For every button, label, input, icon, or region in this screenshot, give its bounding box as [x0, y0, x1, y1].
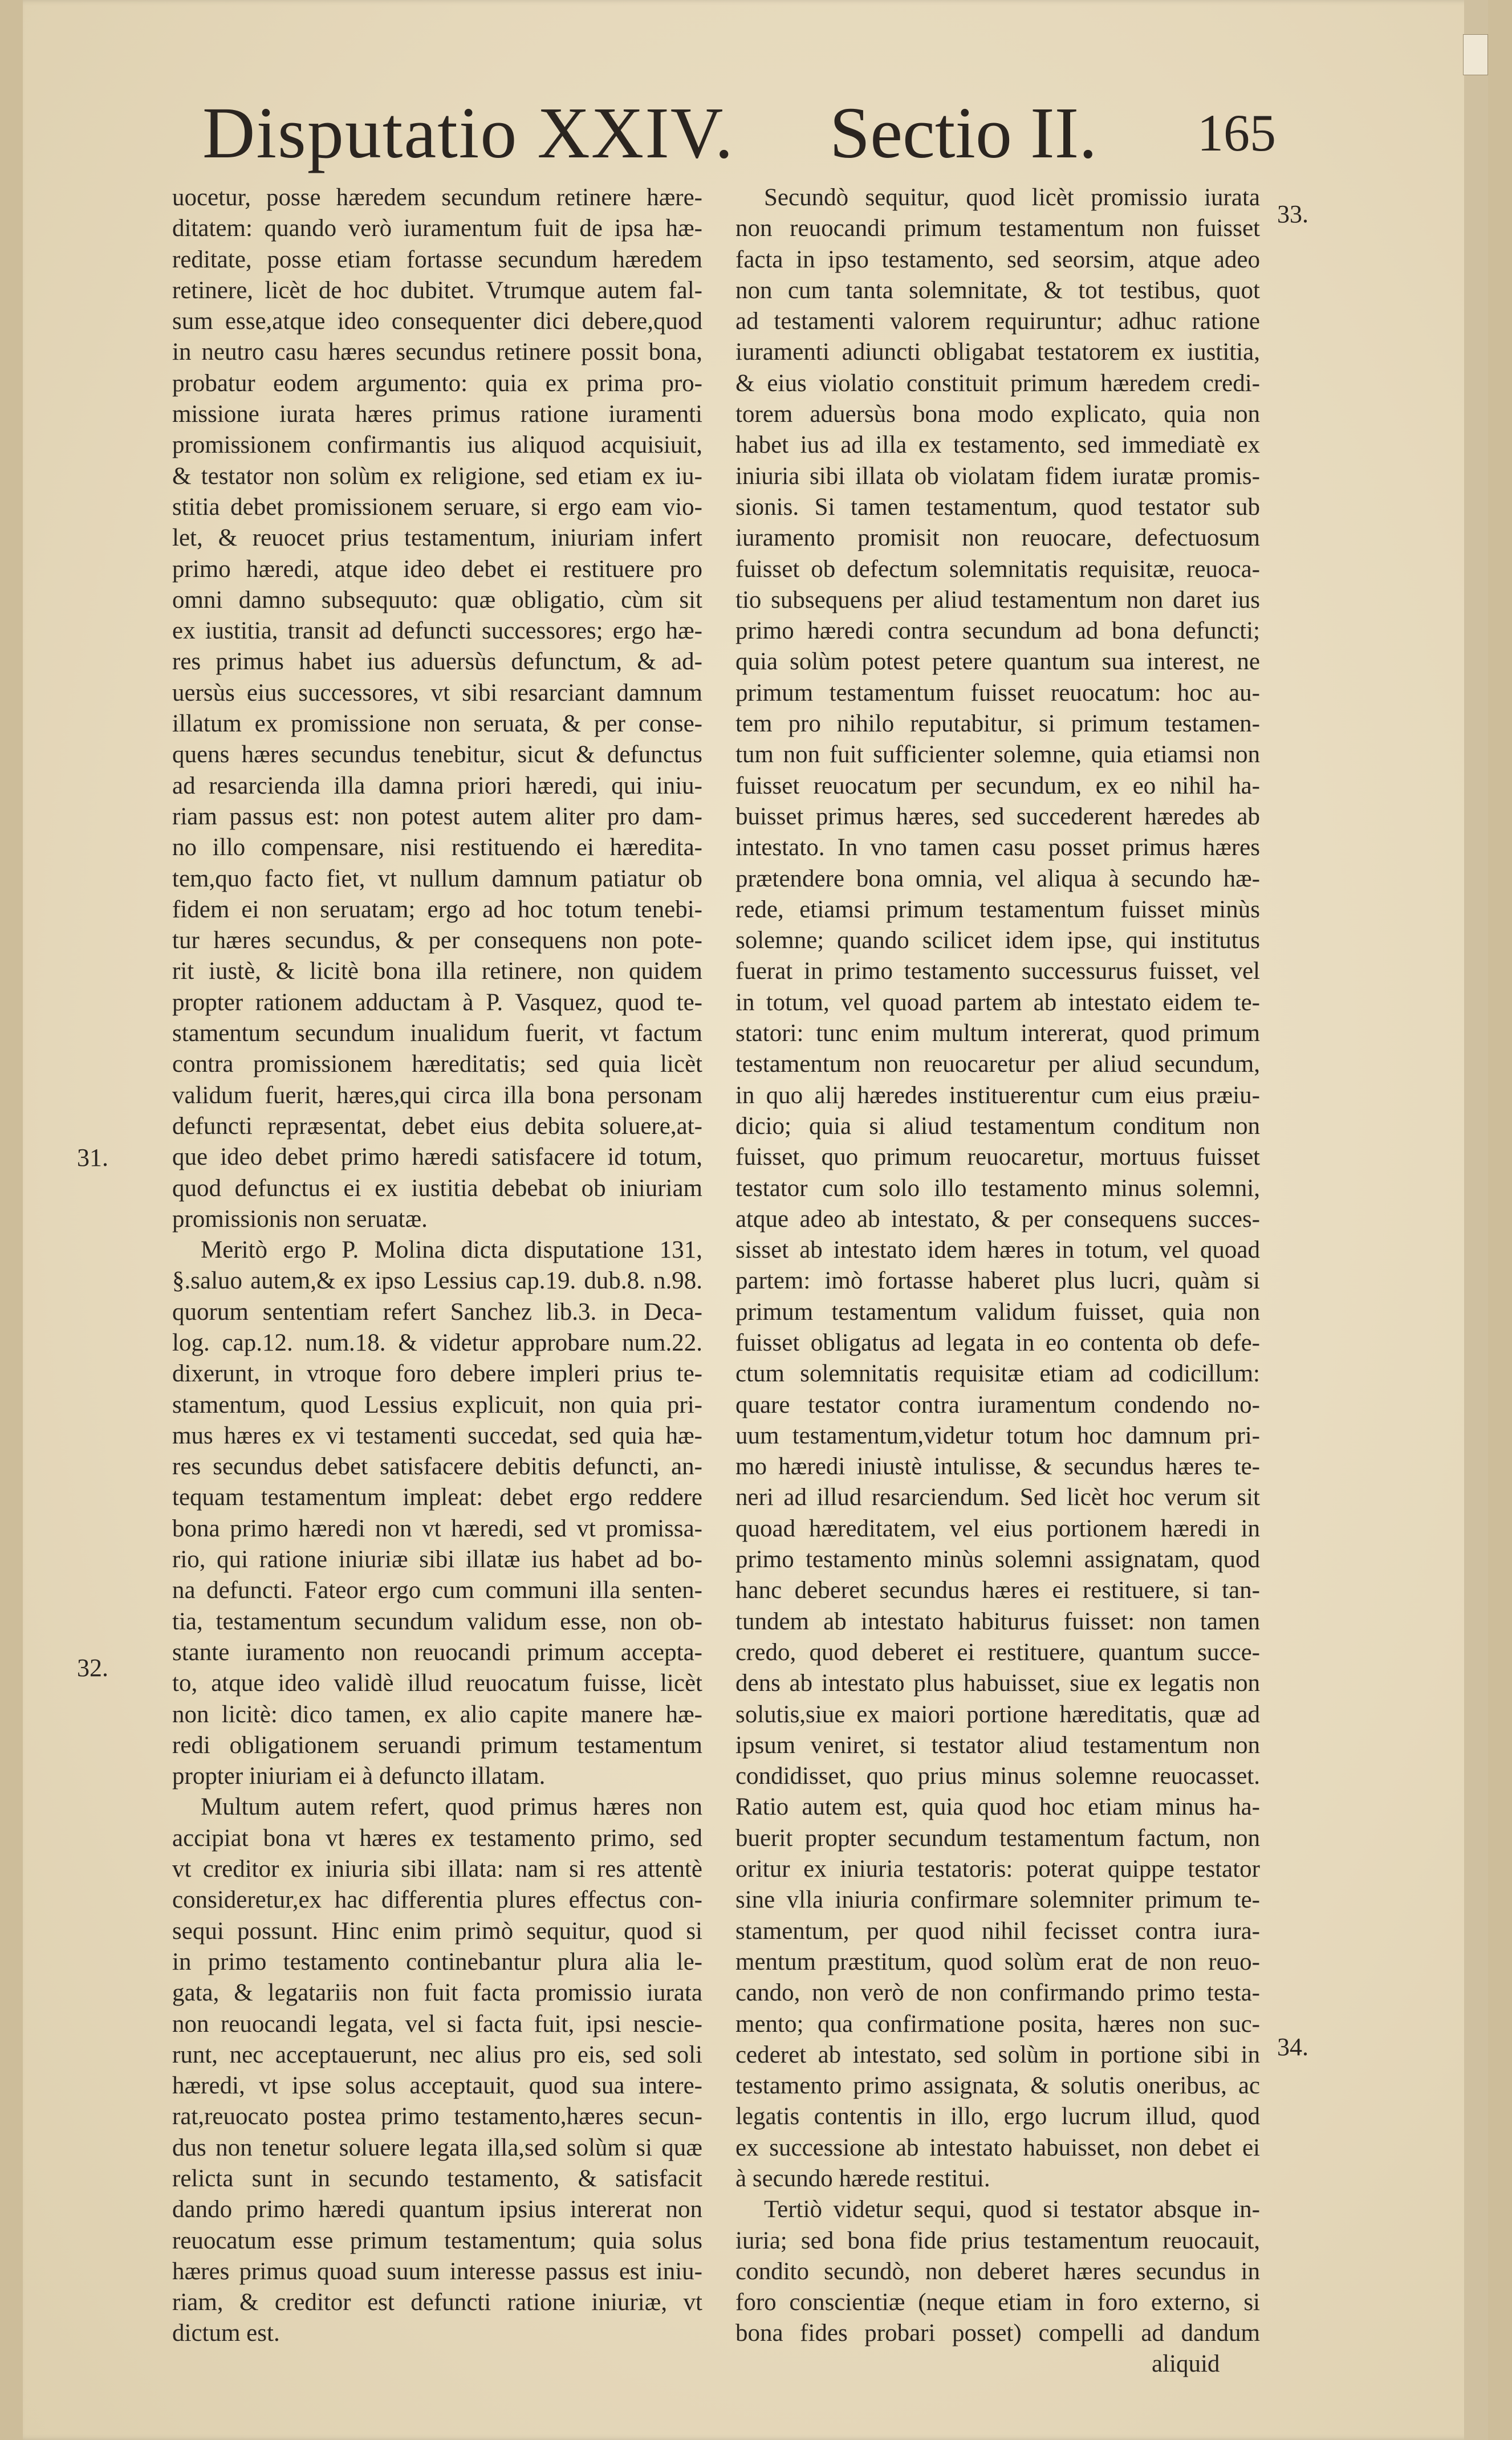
text-line: Tertiò videtur sequi, quod si testator absque in- [764, 2196, 1260, 2223]
text-line: stamentum, quod Lessius explicuit, non quia pri- [172, 1391, 702, 1418]
text-line: Multum autem refert, quod primus hæres non [201, 1794, 702, 1821]
margin-number-32: 32. [77, 1654, 108, 1682]
text-line: §.saluo autem,& ex ipso Lessius cap.19. dub.8. n.98. [172, 1267, 702, 1295]
text-line: mo hæredi iniustè intulisse, & secundus hæres te- [735, 1453, 1260, 1481]
text-line: relicta sunt in secundo testamento, & satisfacit [172, 2165, 702, 2192]
text-line: tum non fuit sufficienter solemne, quia etiamsi non [735, 741, 1260, 768]
text-line: condito secundò, non deberet hæres secundus in [735, 2258, 1260, 2285]
text-line: sisset ab intestato idem hæres in totum, vel quoad [735, 1237, 1260, 1264]
text-line: sine vlla iniuria confirmare solemniter primum te- [735, 1886, 1260, 1914]
catchword: aliquid [1152, 2350, 1220, 2377]
text-line: non licitè: dico tamen, ex alio capite manere hæ- [172, 1701, 702, 1728]
text-line: quare testator contra iuramentum condendo no- [735, 1391, 1260, 1418]
text-line: tia, testamentum secundum validum esse, non ob- [172, 1608, 702, 1635]
text-line: dicio; quia si aliud testamentum conditum non [735, 1112, 1260, 1140]
text-line: bona primo hæredi non vt hæredi, sed vt promissa- [172, 1515, 702, 1542]
text-line: res primus habet ius aduersùs defunctum, & ad- [172, 648, 702, 676]
text-line: mus hæres ex vi testamenti succedat, sed quia hæ- [172, 1422, 702, 1449]
text-line: quens hæres secundus tenebitur, sicut & defunctus [172, 741, 702, 768]
text-line: rede, etiamsi primum testamentum fuisset minùs [735, 896, 1260, 923]
text-line: legatis contentis in illo, ergo lucrum illud, quod [735, 2103, 1260, 2130]
text-line: buerit propter secundum testamentum factum, non [735, 1824, 1260, 1852]
text-line: iuramento promisit non reuocare, defectuosum [735, 524, 1260, 552]
page-edge [1464, 0, 1488, 2440]
text-line: vt creditor ex iniuria sibi illata: nam si res attentè [172, 1856, 702, 1883]
text-line: propter rationem adductam à P. Vasquez, quod te- [172, 989, 702, 1016]
text-line: in primo testamento continebantur plura alia le- [172, 1948, 702, 1975]
text-line: reditate, posse etiam fortasse secundum hæredem [172, 246, 702, 273]
text-line: dus non tenetur soluere legata illa,sed solùm si quæ [172, 2134, 702, 2161]
text-line: log. cap.12. num.18. & videtur approbare num.22. [172, 1329, 702, 1356]
text-line: solemne; quando scilicet idem ipse, qui institutus [735, 927, 1260, 954]
text-line: dictum est. [172, 2320, 280, 2347]
page-number: 165 [1197, 104, 1276, 162]
text-line: ctum solemnitatis requisitæ etiam ad codicillum: [735, 1360, 1260, 1388]
text-line: gata, & legatariis non fuit facta promissio iurata [172, 1979, 702, 2007]
text-line: missione iurata hæres primus ratione iuramenti [172, 401, 702, 428]
text-line: mento; qua confirmatione posita, hæres non suc- [735, 2010, 1260, 2038]
text-line: non reuocandi primum testamentum non fuisset [735, 215, 1260, 242]
text-line: quia solùm potest petere quantum sua interest, ne [735, 648, 1260, 676]
text-line: stamentum secundum inualidum fuerit, vt factum [172, 1020, 702, 1047]
text-line: riam, & creditor est defuncti ratione iniuriæ, vt [172, 2289, 702, 2316]
text-line: redi obligationem seruandi primum testamentum [172, 1731, 702, 1759]
text-line: rio, qui ratione iniuriæ sibi illatæ ius habet ad bo- [172, 1546, 702, 1573]
text-line: retinere, licèt de hoc dubitet. Vtrumque autem fal- [172, 276, 702, 304]
text-line: in quo alij hæredes instituerentur cum eius præiu- [735, 1081, 1260, 1109]
text-line: Secundò sequitur, quod licèt promissio iurata [764, 184, 1260, 211]
text-line: torem aduersùs bona modo explicato, quia non [735, 401, 1260, 428]
page-marker [1463, 34, 1488, 75]
text-line: solutis,siue ex maiori portione hæreditatis, quæ ad [735, 1701, 1260, 1728]
text-line: foro conscientiæ (neque etiam in foro externo, si [735, 2289, 1260, 2316]
text-line: stamentum, per quod nihil fecisset contra iura- [735, 1917, 1260, 1945]
text-line: promissionem confirmantis ius aliquod acquisiuit, [172, 432, 702, 459]
text-line: fuisset, quo primum reuocaretur, mortuus fuisset [735, 1144, 1260, 1171]
text-line: dens ab intestato plus habuisset, siue ex legatis non [735, 1670, 1260, 1697]
text-line: fuerat in primo testamento successurus fuisset, vel [735, 958, 1260, 985]
text-line: to, atque ideo validè illud reuocatum fuisse, licèt [172, 1670, 702, 1697]
text-line: Meritò ergo P. Molina dicta disputatione 131, [201, 1237, 702, 1264]
text-line: probatur eodem argumento: quia ex prima pro- [172, 369, 702, 397]
text-line: in totum, vel quoad partem ab intestato eidem te- [735, 989, 1260, 1016]
margin-number-34: 34. [1277, 2033, 1308, 2061]
text-line: oritur ex iniuria testatoris: poterat quippe testator [735, 1856, 1260, 1883]
text-line: quod defunctus ei ex iustitia debebat ob iniuriam [172, 1174, 702, 1202]
running-header [182, 86, 1323, 177]
text-line: bona fides probari posset) compelli ad dandum [735, 2320, 1260, 2347]
text-line: dando primo hæredi quantum ipsius intererat non [172, 2196, 702, 2223]
text-line: quoad hæreditatem, vel eius portionem hæredi in [735, 1515, 1260, 1542]
text-line: & eius violatio constituit primum hæredem credi- [735, 369, 1260, 397]
text-line: tundem ab intestato habiturus fuisset: non tamen [735, 1608, 1260, 1635]
text-line: primum testamentum validum fuisset, quia non [735, 1298, 1260, 1325]
text-line: facta in ipso testamento, sed seorsim, atque adeo [735, 246, 1260, 273]
text-line: mentum præstitum, quod solùm erat de non reuo- [735, 1948, 1260, 1975]
text-line: riam passus est: non potest autem aliter pro dam- [172, 803, 702, 830]
text-line: credo, quod deberet ei restituere, quantum succe- [735, 1638, 1260, 1666]
text-line: à secundo hærede restitui. [735, 2165, 990, 2192]
text-line: non reuocandi legata, vel si facta fuit, ipsi nescie- [172, 2010, 702, 2038]
text-line: sequi possunt. Hinc enim primò sequitur, quod si [172, 1917, 702, 1945]
text-line: omni damno subsequuto: quæ obligatio, cùm sit [172, 586, 702, 613]
text-line: fuisset obligatus ad legata in eo contenta ob defe- [735, 1329, 1260, 1356]
book-page [23, 0, 1488, 2440]
text-line: res secundus debet satisfacere debitis defuncti, an- [172, 1453, 702, 1481]
text-line: tequam testamentum impleat: debet ergo reddere [172, 1484, 702, 1511]
text-line: hæres primus quoad suum interesse passus est iniu- [172, 2258, 702, 2285]
text-line: accipiat bona vt hæres ex testamento primo, sed [172, 1824, 702, 1852]
text-line: partem: imò fortasse haberet plus lucri, quàm si [735, 1267, 1260, 1295]
text-line: tem,quo facto fiet, vt nullum damnum patiatur ob [172, 865, 702, 892]
text-line: validum fuerit, hæres,qui circa illa bona personam [172, 1081, 702, 1109]
text-line: uocetur, posse hæredem secundum retinere hære- [172, 184, 702, 211]
text-line: propter iniuriam ei à defuncto illatam. [172, 1763, 546, 1790]
text-line: Ratio autem est, quia quod hoc etiam minus ha- [735, 1794, 1260, 1821]
text-line: fuisset ob defectum solemnitatis requisitæ, reuoca- [735, 555, 1260, 583]
text-line: ipsum veniret, si testator aliud testamentum non [735, 1731, 1260, 1759]
text-line: cando, non verò de non confirmando primo testa- [735, 1979, 1260, 2007]
left-column [172, 182, 702, 2349]
text-line: tur hæres secundus, & per consequens non pote- [172, 927, 702, 954]
text-line: dixerunt, in vtroque foro debere impleri prius te- [172, 1360, 702, 1388]
text-line: primo testamento minùs solemni assignatam, quod [735, 1546, 1260, 1573]
text-line: primo hæredi, atque ideo debet ei restituere pro [172, 555, 702, 583]
text-line: ditatem: quando verò iuramentum fuit de ipsa hæ- [172, 215, 702, 242]
text-line: reuocatum esse primum testamentum; quia solus [172, 2227, 702, 2254]
text-line: primum testamentum fuisset reuocatum: hoc au- [735, 679, 1260, 706]
text-line: quorum sententiam refert Sanchez lib.3. in Deca- [172, 1298, 702, 1325]
text-line: let, & reuocet prius testamentum, iniuriam infert [172, 524, 702, 552]
text-line: habet ius ad illa ex testamento, sed immediatè ex [735, 432, 1260, 459]
text-line: iuramenti adiuncti obligabat testatorem ex iustitia, [735, 339, 1260, 366]
text-line: no illo compensare, nisi restituendo ei hæredita- [172, 834, 702, 861]
text-line: promissionis non seruatæ. [172, 1205, 428, 1233]
text-line: hæredi, vt ipse solus acceptauit, quod sua intere- [172, 2072, 702, 2100]
text-line: stitia debet promissionem seruare, si ergo eam vio- [172, 493, 702, 520]
margin-number-33: 33. [1277, 200, 1308, 228]
text-line: hanc deberet secundus hæres ei restituere, si tan- [735, 1577, 1260, 1604]
header-disputatio: Disputatio XXIV. [202, 92, 734, 173]
text-line: runt, nec acceptauerunt, nec alius pro eis, sed soli [172, 2041, 702, 2068]
text-line: defuncti repræsentat, debet eius debita soluere,at- [172, 1112, 702, 1140]
text-line: non cum tanta solemnitate, & tot testibus, quot [735, 276, 1260, 304]
right-column [735, 182, 1260, 2349]
text-line: consideretur,ex hac differentia plures effectus con- [172, 1886, 702, 1914]
margin-number-31: 31. [77, 1144, 108, 1172]
text-line: sum esse,atque ideo consequenter dici debere,quod [172, 308, 702, 335]
text-line: uum testamentum,videtur totum hoc damnum pri- [735, 1422, 1260, 1449]
text-line: fidem ei non seruatam; ergo ad hoc totum tenebi- [172, 896, 702, 923]
text-line: fuisset reuocatum per secundum, ex eo nihil ha- [735, 772, 1260, 799]
text-line: cederet ab intestato, sed solùm in portione sibi in [735, 2041, 1260, 2068]
text-line: rat,reuocato postea primo testamento,hæres secun- [172, 2103, 702, 2130]
text-line: prætendere bona omnia, vel aliqua à secundo hæ- [735, 865, 1260, 892]
text-line: buisset primus hæres, sed succederent hæredes ab [735, 803, 1260, 830]
text-line: ex successione ab intestato habuisset, non debet ei [735, 2134, 1260, 2161]
text-line: que ideo debet primo hæredi satisfacere id totum, [172, 1144, 702, 1171]
text-line: ad testamenti valorem requiruntur; adhuc ratione [735, 308, 1260, 335]
text-line: neri ad illud resarciendum. Sed licèt hoc verum sit [735, 1484, 1260, 1511]
text-line: atque adeo ab intestato, & per consequens succes- [735, 1205, 1260, 1233]
text-line: ad resarcienda illa damna priori hæredi, qui iniu- [172, 772, 702, 799]
text-line: testamento primo assignata, & solutis oneribus, ac [735, 2072, 1260, 2100]
header-sectio: Sectio II. [830, 92, 1098, 173]
text-line: rit iustè, & licitè bona illa retinere, non quidem [172, 958, 702, 985]
text-line: tio subsequens per aliud testamentum non daret ius [735, 586, 1260, 613]
text-line: iuria; sed bona fide prius testamentum reuocauit, [735, 2227, 1260, 2254]
text-line: uersùs eius successores, vt sibi resarciant damnum [172, 679, 702, 706]
text-line: na defuncti. Fateor ergo cum communi illa senten- [172, 1577, 702, 1604]
text-line: testator cum solo illo testamento minus solemni, [735, 1174, 1260, 1202]
text-line: stante iuramento non reuocandi primum accepta- [172, 1638, 702, 1666]
text-line: illatum ex promissione non seruata, & per conse- [172, 710, 702, 738]
text-line: contra promissionem hæreditatis; sed quia licèt [172, 1051, 702, 1078]
text-line: testamentum non reuocaretur per aliud secundum, [735, 1051, 1260, 1078]
text-line: condidisset, quo prius minus solemne reuocasset. [735, 1763, 1260, 1790]
text-line: ex iustitia, transit ad defuncti successores; ergo hæ- [172, 617, 702, 645]
text-line: primo hæredi contra secundum ad bona defuncti; [735, 617, 1260, 645]
text-line: iniuria sibi illata ob violatam fidem iuratæ promis- [735, 462, 1260, 490]
text-line: in neutro casu hæres secundus retinere possit bona, [172, 339, 702, 366]
text-line: intestato. In vno tamen casu posset primus hæres [735, 834, 1260, 861]
text-line: & testator non solùm ex religione, sed etiam ex iu- [172, 462, 702, 490]
text-line: statori: tunc enim multum intererat, quod primum [735, 1020, 1260, 1047]
text-line: tem pro nihilo reputabitur, si primum testamen- [735, 710, 1260, 738]
text-line: sionis. Si tamen testamentum, quod testator sub [735, 493, 1260, 520]
